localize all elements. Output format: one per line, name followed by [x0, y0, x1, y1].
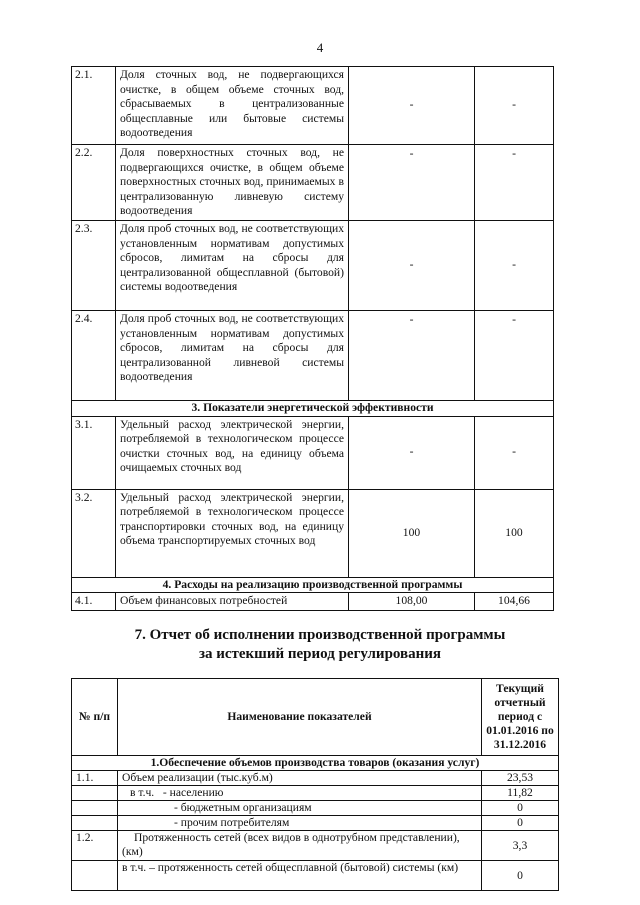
- actual-value: -: [475, 220, 554, 310]
- section-title: 1.Обеспечение объемов производства товаров (оказания услуг): [72, 756, 559, 771]
- table-row: [72, 310, 554, 400]
- table-row: [72, 145, 554, 221]
- plan-value: -: [349, 67, 475, 145]
- actual-value: -: [475, 67, 554, 145]
- actual-value: -: [475, 145, 554, 221]
- row-value: 0: [482, 861, 559, 891]
- plan-value: 108,00: [349, 593, 475, 611]
- report-table: [71, 678, 559, 891]
- table-row: [72, 67, 554, 145]
- plan-value: -: [349, 310, 475, 400]
- row-number: [72, 801, 118, 816]
- row-number: 3.1.: [72, 416, 116, 489]
- row-value: 3,3: [482, 831, 559, 861]
- row-value: 23,53: [482, 771, 559, 786]
- row-name: в т.ч. – протяженность сетей общесплавной (бытовой) системы (км): [118, 861, 482, 891]
- report-title-line2: за истекший период регулирования: [198, 646, 442, 662]
- actual-value: 100: [475, 489, 554, 577]
- actual-value: -: [475, 310, 554, 400]
- row-number: 2.3.: [72, 220, 116, 310]
- row-description: Доля проб сточных вод, не соответствующих установленным нормативам допустимых сбросов, лимитам на сбросы для централизованной общесплавной (бытовой) системы водоотведения: [116, 220, 349, 310]
- table-header-row: [72, 679, 559, 756]
- row-description: Доля поверхностных сточных вод, не подвергающихся очистке, в общем объеме поверхностных сточных вод, принимаемых в централизованную ливневую систему водоотведения: [116, 145, 349, 221]
- table-row: [72, 801, 559, 816]
- plan-value: -: [349, 145, 475, 221]
- actual-value: -: [475, 416, 554, 489]
- table-row: [72, 220, 554, 310]
- header-num: № п/п: [72, 679, 118, 756]
- row-number: 2.4.: [72, 310, 116, 400]
- table-row: [72, 416, 554, 489]
- plan-value: 100: [349, 489, 475, 577]
- row-number: [72, 786, 118, 801]
- row-description: Удельный расход электрической энергии, потребляемой в технологическом процессе очистки сточных вод, на единицу объема очищаемых сточных вод: [116, 416, 349, 489]
- row-number: 1.2.: [72, 831, 118, 861]
- header-period: Текущий отчетный период с 01.01.2016 по 31.12.2016: [482, 679, 559, 756]
- indicators-table: [71, 66, 554, 611]
- row-number: [72, 861, 118, 891]
- row-value: 0: [482, 816, 559, 831]
- header-name: Наименование показателей: [118, 679, 482, 756]
- actual-value: 104,66: [475, 593, 554, 611]
- row-number: [72, 816, 118, 831]
- table-row: [72, 786, 559, 801]
- row-description: Удельный расход электрической энергии, потребляемой в технологическом процессе транспортировки сточных вод, на единицу объема транспортируемых сточных вод: [116, 489, 349, 577]
- row-number: 2.1.: [72, 67, 116, 145]
- section-title: 4. Расходы на реализацию производственной программы: [72, 577, 554, 593]
- table-row: [72, 593, 554, 611]
- section-header: [72, 400, 554, 416]
- page-number: 4: [316, 40, 324, 55]
- row-number: 4.1.: [72, 593, 116, 611]
- section-title: 3. Показатели энергетической эффективности: [72, 400, 554, 416]
- report-title-line1: 7. Отчет об исполнении производственной программы: [134, 627, 506, 643]
- table-row: [72, 816, 559, 831]
- report-title: [0, 626, 640, 664]
- table-row: [72, 489, 554, 577]
- row-name: - бюджетным организациям: [118, 801, 482, 816]
- table-row: [72, 771, 559, 786]
- section-header: [72, 577, 554, 593]
- row-number: 2.2.: [72, 145, 116, 221]
- row-name: Протяженность сетей (всех видов в однотрубном представлении), (км): [118, 831, 482, 861]
- section-header: [72, 756, 559, 771]
- table-row: [72, 861, 559, 891]
- row-name: в т.ч. - населению: [118, 786, 482, 801]
- row-value: 0: [482, 801, 559, 816]
- row-number: 3.2.: [72, 489, 116, 577]
- row-name: - прочим потребителям: [118, 816, 482, 831]
- table-row: [72, 831, 559, 861]
- row-value: 11,82: [482, 786, 559, 801]
- plan-value: -: [349, 416, 475, 489]
- row-description: Доля проб сточных вод, не соответствующих установленным нормативам допустимых сбросов, лимитам на сбросы для централизованной ливневой системы водоотведения: [116, 310, 349, 400]
- row-number: 1.1.: [72, 771, 118, 786]
- row-description: Объем финансовых потребностей: [116, 593, 349, 611]
- plan-value: -: [349, 220, 475, 310]
- row-name: Объем реализации (тыс.куб.м): [118, 771, 482, 786]
- row-description: Доля сточных вод, не подвергающихся очистке, в общем объеме сточных вод, сбрасываемых в централизованные общесплавные или бытовые системы водоотведения: [116, 67, 349, 145]
